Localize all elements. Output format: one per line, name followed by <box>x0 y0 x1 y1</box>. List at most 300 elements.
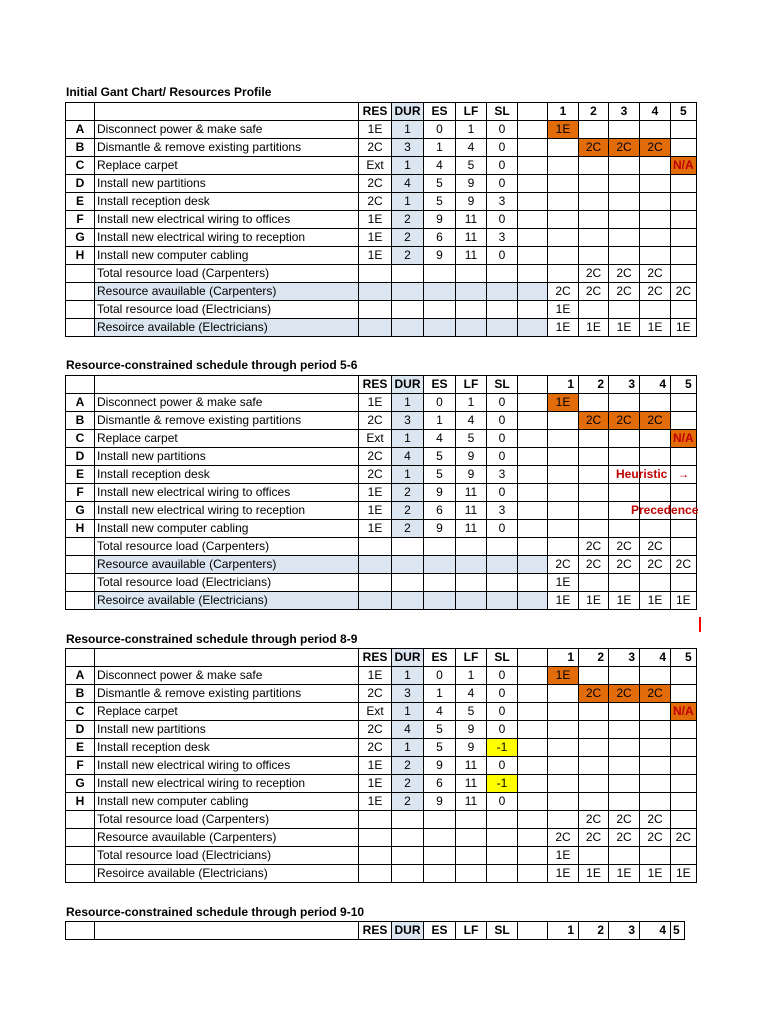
summary-empty-cell <box>487 847 518 865</box>
summary-period-cell: 2C <box>671 829 697 847</box>
spacer-cell <box>518 793 548 811</box>
period-cell <box>609 193 640 211</box>
period-cell <box>609 229 640 247</box>
summary-empty-cell <box>487 574 518 592</box>
column-header: LF <box>456 649 487 667</box>
sl-cell: 0 <box>487 175 518 193</box>
period-header: 3 <box>609 376 640 394</box>
res-cell: Ext <box>359 703 392 721</box>
dur-cell: 2 <box>392 484 424 502</box>
dur-cell: 1 <box>392 667 424 685</box>
period-header: 1 <box>548 103 579 121</box>
period-cell <box>671 193 697 211</box>
dur-cell: 1 <box>392 466 424 484</box>
sl-cell: 3 <box>487 502 518 520</box>
lf-cell: 11 <box>456 757 487 775</box>
section-title: Initial Gant Chart/ Resources Profile <box>66 85 272 99</box>
spacer-cell <box>518 394 548 412</box>
summary-empty-cell <box>456 538 487 556</box>
period-cell <box>609 484 640 502</box>
period-cell <box>548 157 579 175</box>
es-cell: 0 <box>424 667 456 685</box>
period-cell <box>579 793 609 811</box>
task-description: Install new electrical wiring to reception <box>95 502 359 520</box>
task-id: A <box>66 121 95 139</box>
summary-period-cell <box>579 847 609 865</box>
spacer-cell <box>518 211 548 229</box>
summary-empty-cell <box>518 283 548 301</box>
summary-empty-cell <box>359 283 392 301</box>
spacer-cell <box>518 721 548 739</box>
summary-empty-cell <box>392 592 424 610</box>
period-cell <box>671 175 697 193</box>
period-cell <box>579 703 609 721</box>
dur-cell: 1 <box>392 157 424 175</box>
summary-row <box>66 592 697 610</box>
res-cell: 1E <box>359 211 392 229</box>
summary-row <box>66 847 697 865</box>
summary-label: Total resource load (Carpenters) <box>95 811 359 829</box>
period-cell: 2C <box>609 139 640 157</box>
summary-period-cell: 2C <box>579 538 609 556</box>
es-cell: 9 <box>424 520 456 538</box>
sl-cell: 0 <box>487 793 518 811</box>
header-spacer-cell <box>518 376 548 394</box>
sl-cell: 0 <box>487 520 518 538</box>
task-description: Disconnect power & make safe <box>95 394 359 412</box>
column-header: ES <box>424 103 456 121</box>
summary-label: Total resource load (Electricians) <box>95 847 359 865</box>
summary-period-cell: 1E <box>671 865 697 883</box>
period-header: 3 <box>609 922 640 940</box>
summary-empty-cell <box>359 847 392 865</box>
summary-period-cell: 2C <box>640 556 671 574</box>
summary-id-cell <box>66 265 95 283</box>
summary-empty-cell <box>392 811 424 829</box>
sl-cell: 3 <box>487 229 518 247</box>
period-cell <box>640 394 671 412</box>
period-cell <box>548 211 579 229</box>
period-cell <box>579 175 609 193</box>
period-cell <box>548 448 579 466</box>
summary-empty-cell <box>392 265 424 283</box>
es-cell: 0 <box>424 121 456 139</box>
period-cell <box>640 211 671 229</box>
column-header: SL <box>487 922 518 940</box>
spacer-cell <box>518 775 548 793</box>
summary-id-cell <box>66 811 95 829</box>
period-cell <box>609 739 640 757</box>
column-header: LF <box>456 103 487 121</box>
summary-period-cell <box>548 538 579 556</box>
summary-label: Resoirce available (Electricians) <box>95 319 359 337</box>
res-cell: 1E <box>359 247 392 265</box>
sl-cell: 3 <box>487 466 518 484</box>
column-header: DUR <box>392 922 424 940</box>
task-row <box>66 466 697 484</box>
summary-period-cell: 2C <box>548 829 579 847</box>
res-cell: Ext <box>359 157 392 175</box>
summary-label: Total resource load (Carpenters) <box>95 538 359 556</box>
summary-empty-cell <box>487 811 518 829</box>
spacer-cell <box>518 175 548 193</box>
period-cell <box>609 793 640 811</box>
summary-period-cell: 2C <box>548 283 579 301</box>
period-cell <box>548 775 579 793</box>
summary-empty-cell <box>424 301 456 319</box>
summary-period-cell: 2C <box>579 283 609 301</box>
sl-cell: 0 <box>487 430 518 448</box>
summary-period-cell: 2C <box>609 811 640 829</box>
period-cell <box>548 739 579 757</box>
summary-empty-cell <box>359 301 392 319</box>
summary-empty-cell <box>424 574 456 592</box>
summary-empty-cell <box>392 574 424 592</box>
period-cell <box>640 667 671 685</box>
spacer-cell <box>518 139 548 157</box>
period-cell <box>548 175 579 193</box>
task-id: D <box>66 448 95 466</box>
lf-cell: 11 <box>456 229 487 247</box>
period-cell <box>640 757 671 775</box>
dur-cell: 1 <box>392 121 424 139</box>
summary-empty-cell <box>424 283 456 301</box>
lf-cell: 9 <box>456 739 487 757</box>
column-header: ES <box>424 376 456 394</box>
header-row <box>66 649 697 667</box>
task-row <box>66 685 697 703</box>
summary-period-cell <box>671 811 697 829</box>
column-header: SL <box>487 649 518 667</box>
task-row <box>66 430 697 448</box>
dur-cell: 4 <box>392 448 424 466</box>
task-id: D <box>66 721 95 739</box>
heuristic-annotation <box>616 467 689 481</box>
lf-cell: 11 <box>456 775 487 793</box>
sl-cell: -1 <box>487 775 518 793</box>
lf-cell: 1 <box>456 667 487 685</box>
header-spacer-cell <box>518 103 548 121</box>
sl-cell: 0 <box>487 139 518 157</box>
period-cell: N/A <box>671 430 697 448</box>
task-row <box>66 484 697 502</box>
sl-cell: 0 <box>487 703 518 721</box>
task-id: A <box>66 667 95 685</box>
summary-period-cell <box>640 574 671 592</box>
column-header: RES <box>359 649 392 667</box>
res-cell: 1E <box>359 229 392 247</box>
task-row <box>66 211 697 229</box>
period-cell <box>548 430 579 448</box>
summary-empty-cell <box>518 592 548 610</box>
period-cell <box>640 193 671 211</box>
task-id: H <box>66 247 95 265</box>
period-cell <box>609 175 640 193</box>
summary-period-cell: 2C <box>640 811 671 829</box>
task-row <box>66 703 697 721</box>
summary-label: Resource avauilable (Carpenters) <box>95 283 359 301</box>
summary-empty-cell <box>487 865 518 883</box>
summary-period-cell: 2C <box>609 283 640 301</box>
period-cell <box>671 685 697 703</box>
dur-cell: 3 <box>392 139 424 157</box>
task-row <box>66 139 697 157</box>
summary-empty-cell <box>392 556 424 574</box>
task-id: G <box>66 502 95 520</box>
spacer-cell <box>518 739 548 757</box>
task-id: F <box>66 484 95 502</box>
period-cell <box>609 667 640 685</box>
period-cell <box>579 775 609 793</box>
header-desc-cell <box>95 922 359 940</box>
lf-cell: 11 <box>456 484 487 502</box>
es-cell: 4 <box>424 430 456 448</box>
summary-empty-cell <box>392 301 424 319</box>
task-description: Replace carpet <box>95 430 359 448</box>
dur-cell: 2 <box>392 757 424 775</box>
period-header: 1 <box>548 922 579 940</box>
dur-cell: 4 <box>392 721 424 739</box>
period-header: 4 <box>640 376 671 394</box>
dur-cell: 2 <box>392 229 424 247</box>
summary-empty-cell <box>518 574 548 592</box>
task-row <box>66 175 697 193</box>
period-cell <box>579 757 609 775</box>
summary-period-cell <box>548 811 579 829</box>
period-cell <box>640 520 671 538</box>
column-header: RES <box>359 376 392 394</box>
summary-period-cell <box>671 574 697 592</box>
res-cell: 1E <box>359 757 392 775</box>
header-id-cell <box>66 376 95 394</box>
summary-period-cell <box>671 301 697 319</box>
summary-period-cell: 1E <box>579 319 609 337</box>
es-cell: 9 <box>424 247 456 265</box>
summary-row <box>66 865 697 883</box>
summary-label: Resoirce available (Electricians) <box>95 865 359 883</box>
period-cell <box>640 484 671 502</box>
lf-cell: 11 <box>456 793 487 811</box>
summary-period-cell: 1E <box>609 319 640 337</box>
lf-cell: 4 <box>456 685 487 703</box>
res-cell: 2C <box>359 412 392 430</box>
sl-cell: 0 <box>487 721 518 739</box>
task-row <box>66 193 697 211</box>
period-cell: 2C <box>609 685 640 703</box>
period-cell <box>609 775 640 793</box>
summary-empty-cell <box>456 574 487 592</box>
header-desc-cell <box>95 649 359 667</box>
summary-row <box>66 265 697 283</box>
spacer-cell <box>518 685 548 703</box>
task-row <box>66 121 697 139</box>
spacer-cell <box>518 448 548 466</box>
period-cell: 2C <box>640 139 671 157</box>
summary-empty-cell <box>456 556 487 574</box>
summary-period-cell: 2C <box>671 283 697 301</box>
period-cell <box>548 484 579 502</box>
period-cell <box>609 703 640 721</box>
period-cell <box>640 229 671 247</box>
summary-id-cell <box>66 574 95 592</box>
task-row <box>66 667 697 685</box>
summary-row <box>66 283 697 301</box>
period-cell <box>548 229 579 247</box>
spacer-cell <box>518 466 548 484</box>
summary-label: Total resource load (Electricians) <box>95 574 359 592</box>
dur-cell: 1 <box>392 739 424 757</box>
summary-row <box>66 829 697 847</box>
res-cell: 2C <box>359 721 392 739</box>
task-description: Install reception desk <box>95 193 359 211</box>
period-cell <box>579 211 609 229</box>
section-title: Resource-constrained schedule through period 5-6 <box>66 358 358 372</box>
period-cell <box>671 520 697 538</box>
task-id: D <box>66 175 95 193</box>
sl-cell: 0 <box>487 394 518 412</box>
es-cell: 6 <box>424 229 456 247</box>
red-marker <box>699 617 701 632</box>
task-row <box>66 721 697 739</box>
summary-empty-cell <box>424 556 456 574</box>
lf-cell: 11 <box>456 502 487 520</box>
header-id-cell <box>66 103 95 121</box>
schedule-table <box>65 921 685 940</box>
lf-cell: 9 <box>456 466 487 484</box>
period-cell <box>640 793 671 811</box>
summary-empty-cell <box>424 847 456 865</box>
summary-empty-cell <box>424 592 456 610</box>
spacer-cell <box>518 703 548 721</box>
es-cell: 1 <box>424 139 456 157</box>
task-id: F <box>66 211 95 229</box>
summary-empty-cell <box>487 592 518 610</box>
summary-empty-cell <box>392 829 424 847</box>
column-header: ES <box>424 649 456 667</box>
summary-period-cell <box>671 538 697 556</box>
task-row <box>66 157 697 175</box>
summary-empty-cell <box>518 811 548 829</box>
summary-empty-cell <box>487 301 518 319</box>
dur-cell: 4 <box>392 175 424 193</box>
summary-period-cell: 1E <box>640 592 671 610</box>
period-cell <box>640 175 671 193</box>
summary-period-cell: 1E <box>579 592 609 610</box>
spacer-cell <box>518 484 548 502</box>
res-cell: 1E <box>359 121 392 139</box>
period-cell <box>640 121 671 139</box>
lf-cell: 4 <box>456 412 487 430</box>
task-row <box>66 739 697 757</box>
summary-empty-cell <box>487 265 518 283</box>
spacer-cell <box>518 757 548 775</box>
period-cell <box>640 430 671 448</box>
spacer-cell <box>518 247 548 265</box>
dur-cell: 2 <box>392 247 424 265</box>
summary-row <box>66 556 697 574</box>
spacer-cell <box>518 520 548 538</box>
task-row <box>66 793 697 811</box>
task-id: B <box>66 412 95 430</box>
period-header: 2 <box>579 922 609 940</box>
dur-cell: 1 <box>392 703 424 721</box>
summary-empty-cell <box>518 556 548 574</box>
period-header: 5 <box>671 922 685 940</box>
summary-period-cell: 2C <box>640 265 671 283</box>
task-id: H <box>66 793 95 811</box>
column-header: ES <box>424 922 456 940</box>
summary-row <box>66 319 697 337</box>
task-id: F <box>66 757 95 775</box>
summary-empty-cell <box>424 829 456 847</box>
period-cell <box>609 520 640 538</box>
sl-cell: 0 <box>487 247 518 265</box>
res-cell: 2C <box>359 448 392 466</box>
es-cell: 5 <box>424 739 456 757</box>
period-cell <box>671 121 697 139</box>
task-description: Install new electrical wiring to offices <box>95 757 359 775</box>
summary-period-cell <box>671 847 697 865</box>
spacer-cell <box>518 193 548 211</box>
summary-empty-cell <box>456 865 487 883</box>
task-description: Install new electrical wiring to offices <box>95 211 359 229</box>
task-description: Install new electrical wiring to offices <box>95 484 359 502</box>
sl-cell: 0 <box>487 484 518 502</box>
summary-label: Total resource load (Electricians) <box>95 301 359 319</box>
lf-cell: 9 <box>456 448 487 466</box>
period-cell <box>548 193 579 211</box>
task-description: Dismantle & remove existing partitions <box>95 139 359 157</box>
column-header: DUR <box>392 103 424 121</box>
period-header: 5 <box>671 376 697 394</box>
res-cell: 1E <box>359 502 392 520</box>
spacer-cell <box>518 502 548 520</box>
lf-cell: 11 <box>456 520 487 538</box>
period-cell <box>640 775 671 793</box>
es-cell: 5 <box>424 193 456 211</box>
period-header: 4 <box>640 649 671 667</box>
es-cell: 5 <box>424 466 456 484</box>
period-cell: 2C <box>609 412 640 430</box>
task-description: Install new electrical wiring to reception <box>95 229 359 247</box>
period-cell <box>640 721 671 739</box>
period-header: 1 <box>548 376 579 394</box>
summary-empty-cell <box>518 865 548 883</box>
summary-period-cell: 2C <box>579 556 609 574</box>
task-id: C <box>66 157 95 175</box>
res-cell: 1E <box>359 775 392 793</box>
summary-empty-cell <box>359 811 392 829</box>
summary-id-cell <box>66 319 95 337</box>
summary-period-cell <box>579 574 609 592</box>
summary-empty-cell <box>359 556 392 574</box>
summary-id-cell <box>66 283 95 301</box>
period-header: 2 <box>579 103 609 121</box>
es-cell: 9 <box>424 211 456 229</box>
period-cell <box>671 211 697 229</box>
period-cell <box>609 757 640 775</box>
task-id: A <box>66 394 95 412</box>
summary-period-cell: 2C <box>579 829 609 847</box>
period-cell: N/A <box>671 157 697 175</box>
res-cell: 1E <box>359 394 392 412</box>
period-cell <box>609 247 640 265</box>
task-id: B <box>66 685 95 703</box>
summary-period-cell <box>609 301 640 319</box>
period-cell <box>548 757 579 775</box>
header-desc-cell <box>95 376 359 394</box>
header-id-cell <box>66 649 95 667</box>
